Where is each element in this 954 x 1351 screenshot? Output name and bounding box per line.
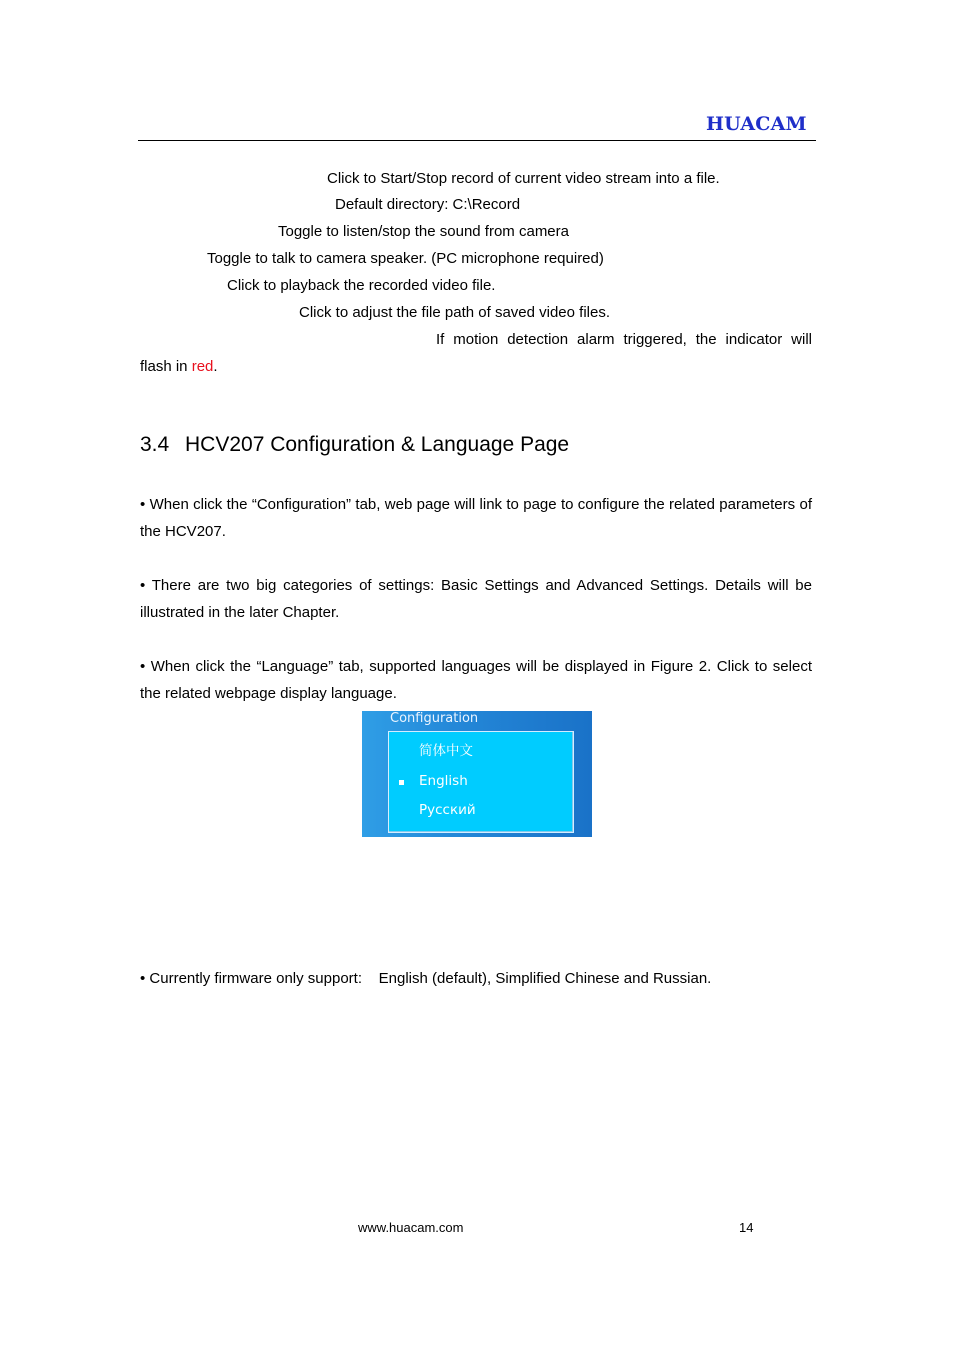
- section-title: HCV207 Configuration & Language Page: [185, 433, 570, 456]
- motion-alarm-continuation: [140, 358, 218, 376]
- header-divider: [138, 140, 816, 141]
- motion-alarm-prefix: flash in: [140, 358, 192, 375]
- language-dropdown-panel: [388, 731, 574, 833]
- footer-website-link[interactable]: www.huacam.com: [358, 1220, 464, 1235]
- language-tab-paragraph: • When click the “Language” tab, supported languages will be displayed in Figure 2. Click to select the related webpage display language.: [140, 658, 812, 702]
- red-highlight-word: red: [191, 358, 214, 375]
- configuration-tab-paragraph: • When click the “Configuration” tab, web page will link to page to configure the related parameters of the HCV207.: [140, 496, 812, 540]
- motion-alarm-suffix: .: [213, 358, 218, 375]
- playback-description: Click to playback the recorded video file.: [227, 277, 496, 294]
- language-option-chinese[interactable]: 简体中文: [419, 743, 473, 759]
- firmware-support-note: • Currently firmware only support: English (default), Simplified Chinese and Russian.: [140, 970, 712, 987]
- selected-bullet-icon: [399, 780, 404, 785]
- motion-alarm-description: If motion detection alarm triggered, the indicator will: [436, 331, 812, 348]
- talk-description: Toggle to talk to camera speaker. (PC microphone required): [207, 250, 604, 267]
- record-directory-note: Default directory: C:\Record: [335, 196, 521, 213]
- page-number: 14: [739, 1220, 754, 1235]
- language-option-russian[interactable]: Русский: [419, 802, 476, 818]
- settings-categories-paragraph: • There are two big categories of settings: Basic Settings and Advanced Settings. Details will be illustrated in the later Chapter.: [140, 577, 812, 621]
- configuration-tab[interactable]: Configuration: [390, 711, 479, 726]
- language-option-english[interactable]: English: [419, 773, 468, 789]
- language-menu-figure: [362, 711, 592, 837]
- record-description: Click to Start/Stop record of current video stream into a file.: [327, 170, 720, 187]
- section-number: 3.4: [140, 433, 170, 456]
- section-heading: [140, 431, 569, 459]
- file-path-description: Click to adjust the file path of saved video files.: [299, 304, 611, 321]
- brand-logo-text: HUACAM: [706, 113, 807, 135]
- listen-description: Toggle to listen/stop the sound from camera: [278, 223, 569, 240]
